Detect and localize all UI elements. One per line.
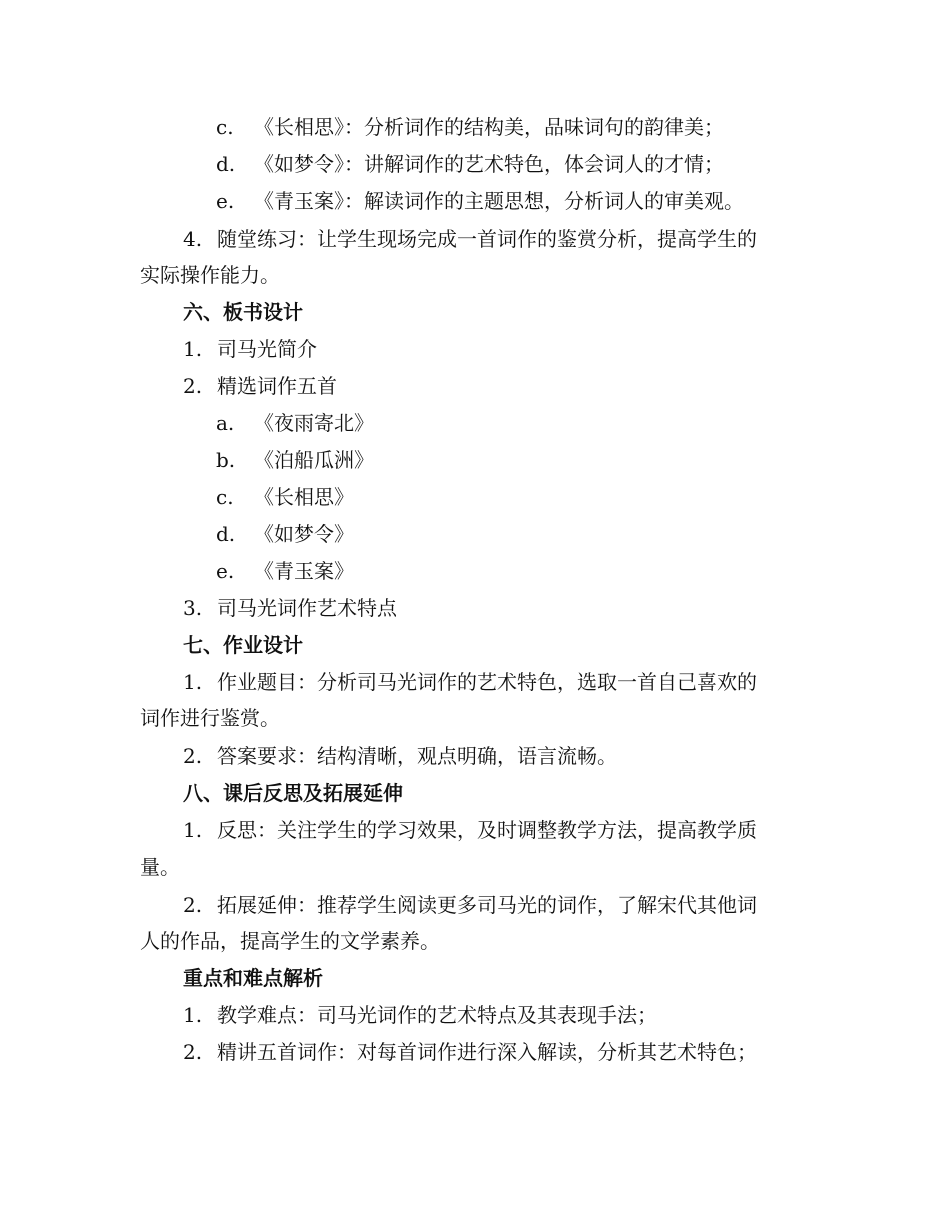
board-sub-item-e (216, 559, 354, 583)
list-text: 《如梦令》 (254, 522, 354, 546)
reflection-item-1 (183, 818, 757, 842)
list-text: 《泊船瓜洲》 (254, 448, 374, 472)
list-text: 精讲五首词作：对每首词作进行深入解读，分析其艺术特色； (217, 1040, 757, 1064)
list-item-e (216, 189, 744, 213)
list-marker: 2. (183, 893, 203, 917)
list-text: 精选词作五首 (217, 374, 337, 398)
board-sub-item-d (216, 522, 354, 546)
list-text: 《青玉案》：解读词作的主题思想，分析词人的审美观。 (254, 189, 744, 213)
list-marker: 4. (183, 227, 203, 251)
section-heading-7: 七、作业设计 (183, 633, 303, 657)
list-text: 《夜雨寄北》 (254, 411, 374, 435)
board-item-1 (183, 337, 317, 361)
list-marker: 1. (183, 818, 203, 842)
list-marker: d. (216, 152, 236, 176)
list-marker: c. (216, 115, 234, 139)
list-marker: e. (216, 189, 235, 213)
homework-item-2 (183, 744, 617, 768)
list-text: 拓展延伸：推荐学生阅读更多司马光的词作，了解宋代其他词 (217, 893, 757, 917)
reflection-item-2 (183, 893, 757, 917)
list-text: 《如梦令》：讲解词作的艺术特色，体会词人的才情； (254, 152, 724, 176)
board-item-3 (183, 596, 397, 620)
list-marker: c. (216, 485, 234, 509)
section-heading-6: 六、板书设计 (183, 300, 303, 324)
list-text: 《青玉案》 (254, 559, 354, 583)
list-marker: 2. (183, 374, 203, 398)
reflection-item-2-cont: 人的作品，提高学生的文学素养。 (140, 929, 440, 953)
practice-item-cont: 实际操作能力。 (140, 263, 280, 287)
section-heading-8: 八、课后反思及拓展延伸 (183, 781, 403, 805)
list-text: 《长相思》 (254, 485, 354, 509)
list-text: 教学难点：司马光词作的艺术特点及其表现手法； (217, 1003, 657, 1027)
analysis-item-2 (183, 1040, 757, 1064)
list-text: 司马光简介 (217, 337, 317, 361)
list-text: 司马光词作艺术特点 (217, 596, 397, 620)
list-marker: e. (216, 559, 235, 583)
list-marker: a. (216, 411, 235, 435)
list-marker: 3. (183, 596, 203, 620)
analysis-item-1 (183, 1003, 657, 1027)
list-item-c (216, 115, 724, 139)
list-marker: 1. (183, 1003, 203, 1027)
board-sub-item-a (216, 411, 374, 435)
list-text: 反思：关注学生的学习效果，及时调整教学方法，提高教学质 (217, 818, 757, 842)
list-text: 答案要求：结构清晰，观点明确，语言流畅。 (217, 744, 617, 768)
analysis-heading: 重点和难点解析 (183, 966, 323, 990)
list-item-d (216, 152, 724, 176)
board-sub-item-b (216, 448, 374, 472)
homework-item-1-cont: 词作进行鉴赏。 (140, 706, 280, 730)
list-marker: 2. (183, 744, 203, 768)
board-item-2 (183, 374, 337, 398)
list-marker: b. (216, 448, 236, 472)
list-text: 作业题目：分析司马光词作的艺术特色，选取一首自己喜欢的 (217, 670, 757, 694)
reflection-item-1-cont: 量。 (140, 855, 180, 879)
list-marker: 2. (183, 1040, 203, 1064)
board-sub-item-c (216, 485, 354, 509)
homework-item-1 (183, 670, 757, 694)
list-text: 随堂练习：让学生现场完成一首词作的鉴赏分析，提高学生的 (217, 227, 757, 251)
list-marker: d. (216, 522, 236, 546)
list-marker: 1. (183, 670, 203, 694)
list-marker: 1. (183, 337, 203, 361)
list-text: 《长相思》：分析词作的结构美，品味词句的韵律美； (254, 115, 724, 139)
practice-item (183, 227, 757, 251)
